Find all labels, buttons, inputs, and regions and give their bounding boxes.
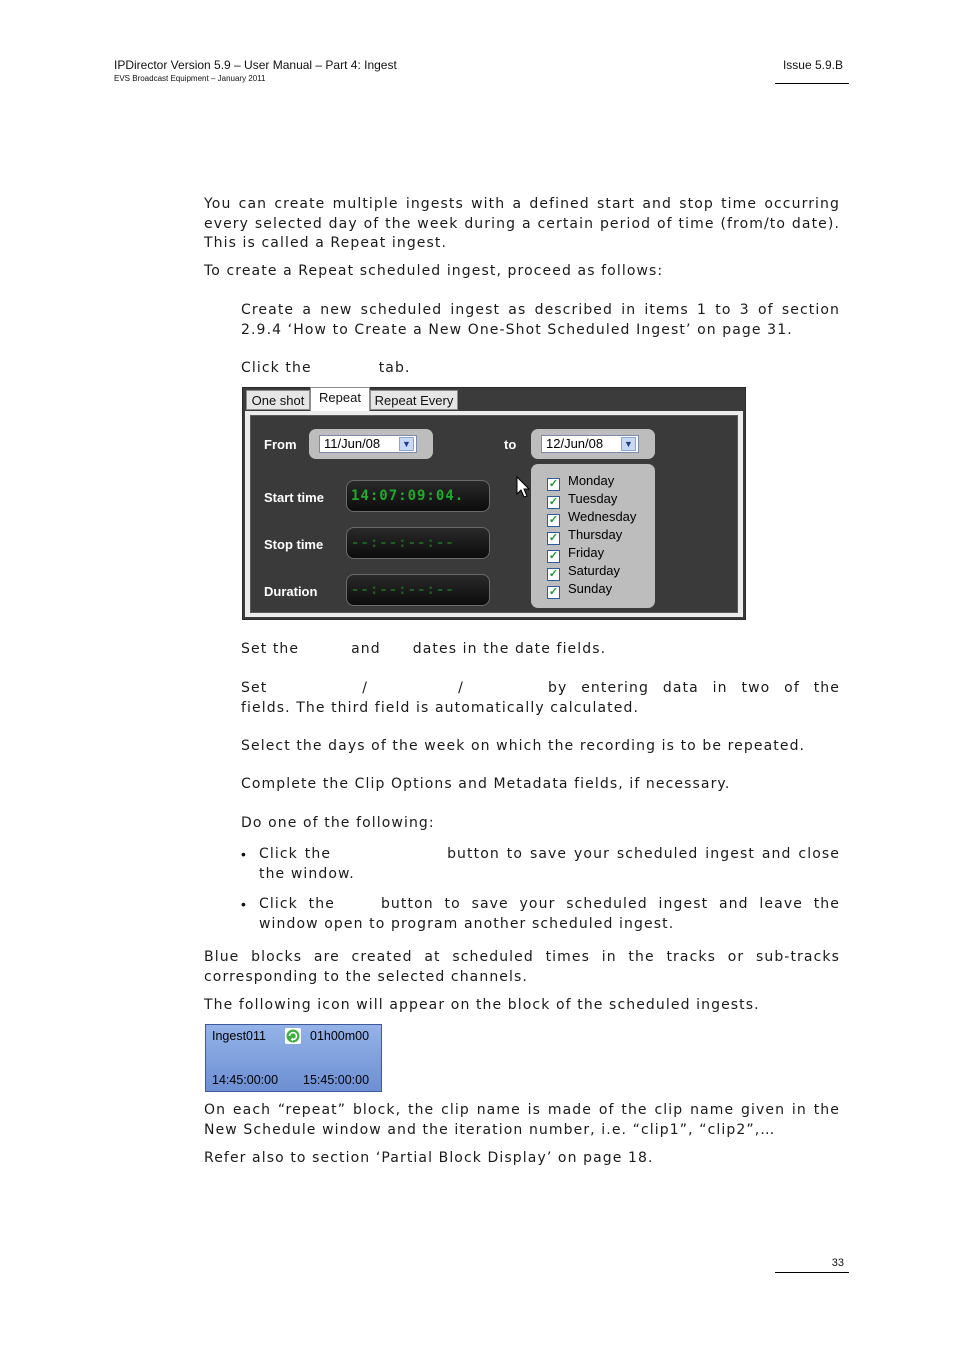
from-dropdown-icon[interactable]: ▼ <box>399 437 414 451</box>
checkbox-checked-icon[interactable]: ✓ <box>548 550 559 562</box>
stop-time-field[interactable]: --:--:--:-- <box>346 527 490 559</box>
stop-time-label: Stop time <box>264 537 324 552</box>
mouse-pointer-icon <box>516 476 532 500</box>
lead-paragraph: To create a Repeat scheduled ingest, proceed as follows: <box>204 263 664 279</box>
block-clip-name: Ingest011 <box>212 1029 266 1043</box>
step-2-text-a: Click the <box>241 360 312 376</box>
checkbox-checked-icon[interactable]: ✓ <box>548 568 559 580</box>
step-7: Do one of the following: <box>241 815 435 831</box>
bullet-1-symbol: • <box>241 846 246 862</box>
block-duration: 01h00m00 <box>310 1029 370 1043</box>
page-number: 33 <box>831 1257 844 1269</box>
step-4-text-c: / <box>458 680 464 696</box>
bullet-1-text-a: Click the <box>259 846 332 862</box>
bullet-2-symbol: • <box>241 896 246 912</box>
refer-paragraph: Refer also to section ‘Partial Block Display’ on page 18. <box>204 1150 654 1166</box>
day-label: Monday <box>568 473 615 488</box>
header-rule <box>775 83 849 84</box>
repeat-icon <box>285 1028 301 1044</box>
day-label: Wednesday <box>568 509 637 524</box>
repeat-tab-screenshot <box>242 387 746 620</box>
step-3-text-b: and <box>351 641 381 657</box>
day-monday[interactable] <box>547 472 614 490</box>
day-label: Thursday <box>568 527 623 542</box>
day-tuesday[interactable] <box>547 490 617 508</box>
duration-label: Duration <box>264 584 318 599</box>
from-date-box <box>309 429 433 459</box>
to-label: to <box>504 437 517 452</box>
bullet-1-text-b: button to save your scheduled ingest and close the window. <box>259 846 840 882</box>
step-3-text-c: dates in the date fields. <box>412 641 607 657</box>
footer-rule <box>775 1272 849 1273</box>
bullet-2-text-b: button to save your scheduled ingest and leave the window open to program another scheduled ingest. <box>259 896 840 932</box>
start-time-label: Start time <box>264 490 324 505</box>
day-label: Sunday <box>568 581 613 596</box>
block-start-time: 14:45:00:00 <box>212 1073 279 1087</box>
step-1: Create a new scheduled ingest as described in items 1 to 3 of section 2.9.4 ‘How to Create a New One-Shot Scheduled Ingest’ on page 31. <box>241 302 840 338</box>
day-friday[interactable] <box>547 544 604 562</box>
bullet-1 <box>259 845 840 884</box>
step-4-text-a: Set <box>241 680 268 696</box>
day-thursday[interactable] <box>547 526 622 544</box>
step-3 <box>241 640 840 660</box>
step-4 <box>241 679 840 718</box>
icon-note-paragraph: The following icon will appear on the block of the scheduled ingests. <box>204 997 760 1013</box>
to-date-box <box>531 429 655 459</box>
bullet-2 <box>259 895 840 934</box>
tab-bar <box>242 387 746 411</box>
blue-blocks-paragraph: Blue blocks are created at scheduled times in the tracks or sub-tracks corresponding to the selected channels. <box>204 949 840 985</box>
to-dropdown-icon[interactable]: ▼ <box>621 437 636 451</box>
from-date-field[interactable] <box>319 435 417 453</box>
step-2-text-b: tab. <box>378 360 411 376</box>
checkbox-checked-icon[interactable]: ✓ <box>548 514 559 526</box>
tab-repeat-every[interactable]: Repeat Every <box>370 390 458 410</box>
block-end-time: 15:45:00:00 <box>303 1073 370 1087</box>
tab-one-shot[interactable]: One shot <box>246 390 310 410</box>
step-3-text-a: Set the <box>241 641 300 657</box>
step-2 <box>241 359 840 379</box>
to-date-field[interactable] <box>541 435 639 453</box>
repeat-block-paragraph: On each “repeat” block, the clip name is made of the clip name given in the New Schedule window and the iteration number, i.e. “clip1”, “clip2”,… <box>204 1102 840 1138</box>
header-subtitle: EVS Broadcast Equipment – January 2011 <box>114 74 266 83</box>
header-issue: Issue 5.9.B <box>782 58 843 72</box>
day-label: Tuesday <box>568 491 618 506</box>
checkbox-checked-icon[interactable]: ✓ <box>548 478 559 490</box>
tab-repeat[interactable]: Repeat <box>310 387 370 411</box>
day-wednesday[interactable] <box>547 508 636 526</box>
repeat-panel-inner <box>250 415 738 613</box>
from-label: From <box>264 437 297 452</box>
step-5: Select the days of the week on which the recording is to be repeated. <box>241 738 806 754</box>
day-saturday[interactable] <box>547 562 620 580</box>
day-sunday[interactable] <box>547 580 612 598</box>
checkbox-checked-icon[interactable]: ✓ <box>548 496 559 508</box>
repeat-panel <box>245 411 743 617</box>
scheduled-ingest-block <box>205 1024 382 1092</box>
start-time-field[interactable]: 14:07:09:04. <box>346 480 490 512</box>
header-title: IPDirector Version 5.9 – User Manual – Part 4: Ingest <box>114 58 397 72</box>
step-4-text-d: by entering data in two of the fields. The third field is automatically calculated. <box>241 680 840 716</box>
step-4-text-b: / <box>362 680 369 696</box>
days-of-week-box <box>531 464 655 608</box>
from-date-value: 11/Jun/08 <box>324 436 381 451</box>
day-label: Saturday <box>568 563 621 578</box>
to-date-value: 12/Jun/08 <box>546 436 604 451</box>
intro-paragraph: You can create multiple ingests with a defined start and stop time occurring every selected day of the week during a certain period of time (from/to date). This is called a Repeat ingest. <box>204 196 840 251</box>
bullet-2-text-a: Click the <box>259 896 335 912</box>
duration-field[interactable]: --:--:--:-- <box>346 574 490 606</box>
checkbox-checked-icon[interactable]: ✓ <box>548 532 559 544</box>
checkbox-checked-icon[interactable]: ✓ <box>548 586 559 598</box>
step-6: Complete the Clip Options and Metadata fields, if necessary. <box>241 776 731 792</box>
day-label: Friday <box>568 545 605 560</box>
